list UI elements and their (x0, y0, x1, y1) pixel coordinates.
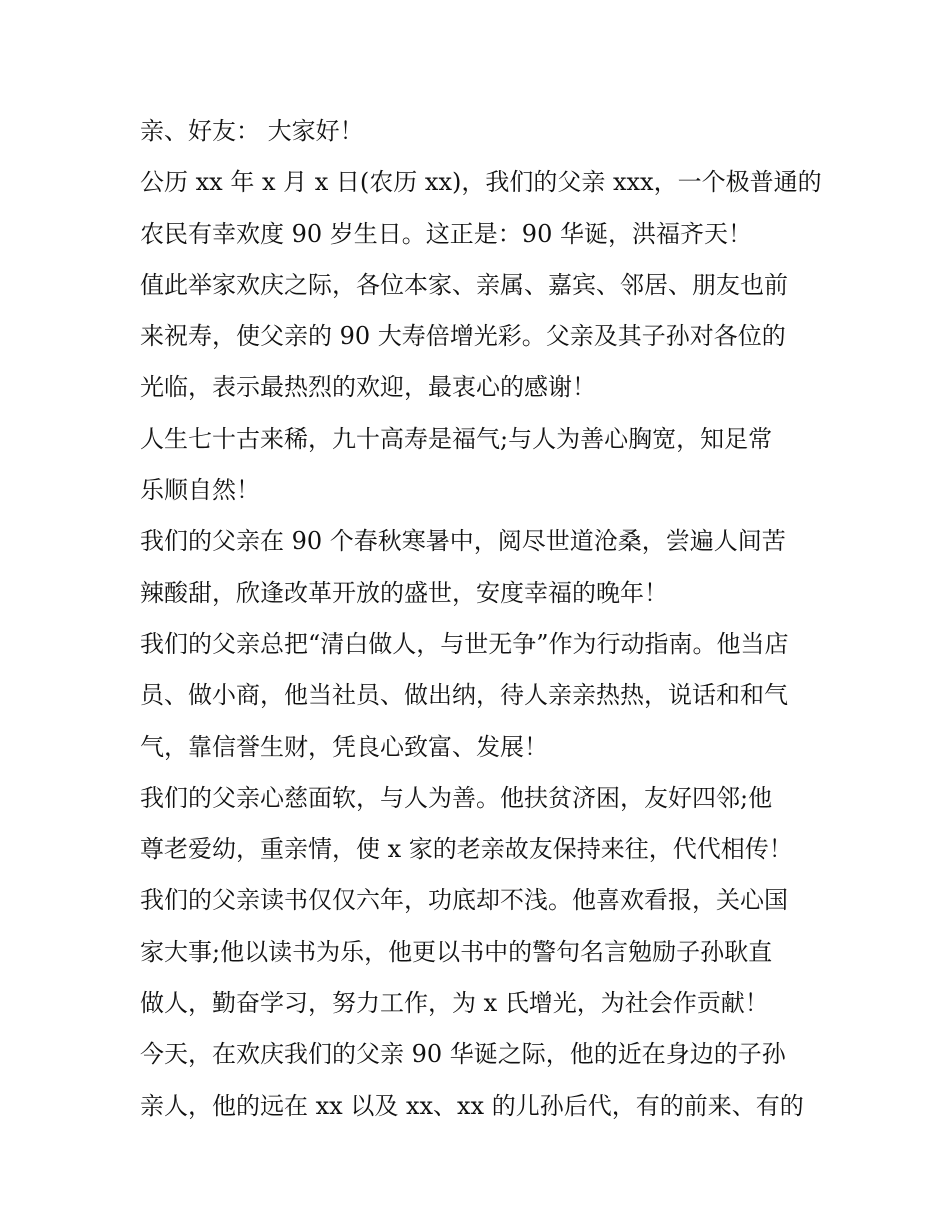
text-line: 来祝寿，使父亲的 90 大寿倍增光彩。父亲及其子孙对各位的 (140, 322, 786, 351)
text-line: 值此举家欢庆之际，各位本家、亲属、嘉宾、邻居、朋友也前 (140, 270, 788, 299)
text-line: 家大事;他以读书为乐，他更以书中的警句名言勉励子孙耿直 (140, 937, 773, 966)
text-line: 辣酸甜，欣逢改革开放的盛世，安度幸福的晚年！ (140, 578, 668, 607)
text-line: 尊老爱幼，重亲情，使 x 家的老亲故友保持来往，代代相传！ (140, 835, 793, 864)
text-line: 做人，勤奋学习，努力工作，为 x 氏增光，为社会作贡献！ (140, 989, 769, 1018)
text-line: 光临，表示最热烈的欢迎，最衷心的感谢！ (140, 373, 596, 402)
text-line: 今天，在欢庆我们的父亲 90 华诞之际，他的近在身边的子孙 (140, 1040, 786, 1069)
text-line: 我们的父亲总把“清白做人，与世无争”作为行动指南。他当店 (140, 629, 789, 658)
text-line: 农民有幸欢度 90 岁生日。这正是：90 华诞，洪福齐天！ (140, 219, 752, 248)
text-line: 公历 xx 年 x 月 x 日(农历 xx)，我们的父亲 xxx，一个极普通的 (140, 168, 822, 197)
text-line: 人生七十古来稀，九十高寿是福气;与人为善心胸宽，知足常 (140, 424, 773, 453)
speech-text (140, 106, 820, 1132)
text-line: 亲人，他的远在 xx 以及 xx、xx 的儿孙后代，有的前来、有的 (140, 1091, 804, 1120)
text-line: 亲、好友： 大家好！ (140, 117, 364, 145)
text-line: 我们的父亲心慈面软，与人为善。他扶贫济困，友好四邻;他 (140, 783, 773, 812)
text-line: 我们的父亲读书仅仅六年，功底却不浅。他喜欢看报，关心国 (140, 886, 788, 915)
text-line: 乐顺自然！ (140, 476, 260, 505)
text-line: 气，靠信誉生财，凭良心致富、发展！ (140, 732, 548, 761)
text-line: 员、做小商，他当社员、做出纳，待人亲亲热热，说话和和气 (140, 681, 788, 710)
text-line: 我们的父亲在 90 个春秋寒暑中，阅尽世道沧桑，尝遍人间苦 (140, 527, 786, 556)
